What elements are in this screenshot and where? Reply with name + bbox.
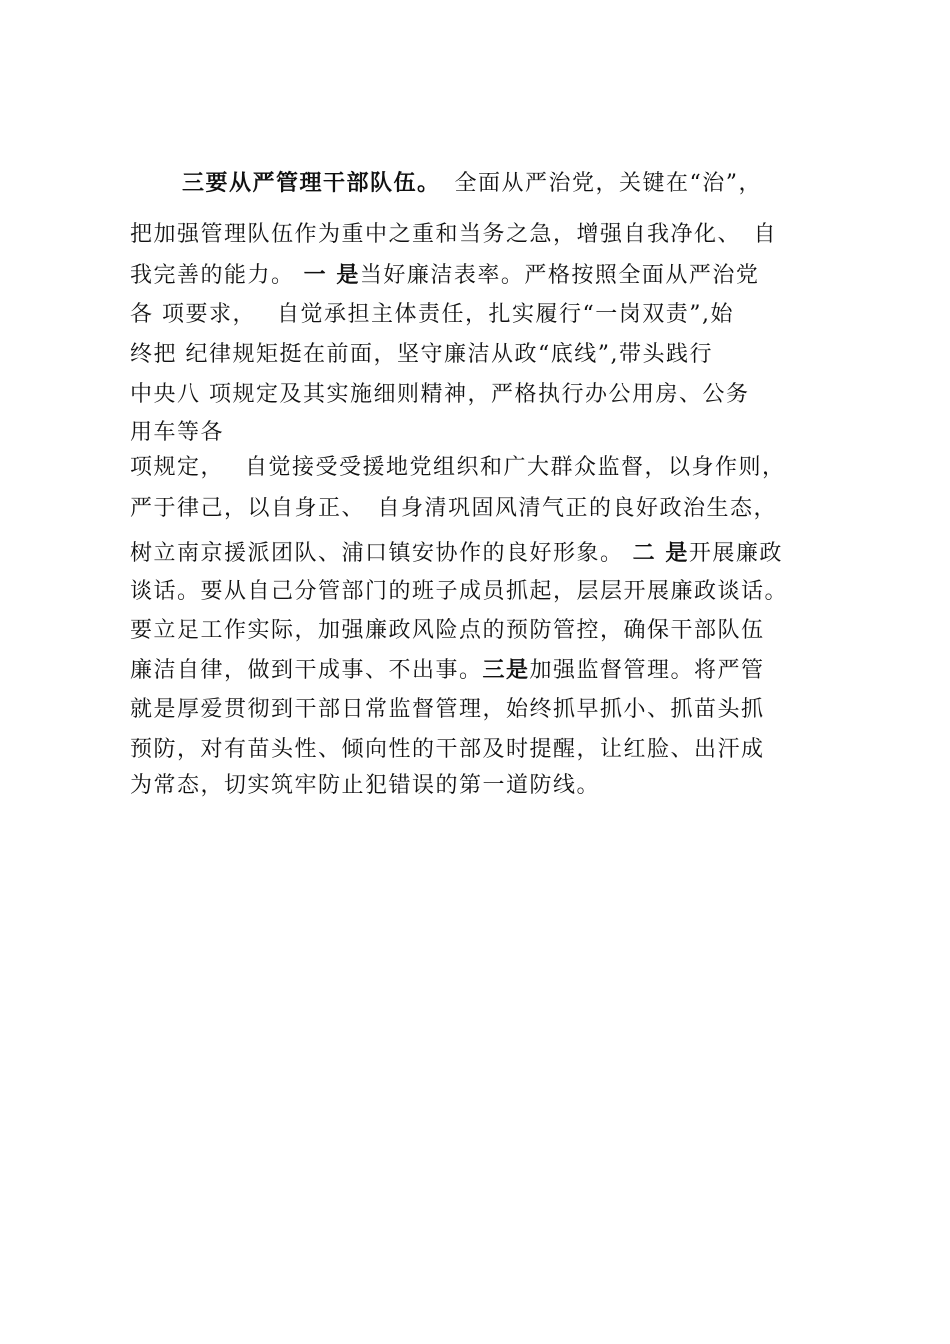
text-line-6 [130,380,750,410]
point-two-marker: 二 是 [623,540,689,566]
line-13-tail: 加强监督管理。将严管 [529,658,765,683]
text-line-5 [130,340,713,370]
line-5-text: 终把 纪律规矩挺在前面，坚守廉洁从政“底线”,带头践行 [130,342,713,367]
text-line-15 [130,735,765,765]
text-line-7 [130,418,224,448]
line-4-text: 各 项要求， 自觉承担主体责任，扎实履行“一岗双责”,始 [130,302,734,327]
line-11-text: 谈话。要从自己分管部门的班子成员抓起，层层开展廉政谈话。 [130,579,789,604]
line-15-text: 预防，对有苗头性、倾向性的干部及时提醒，让红脸、出汗成 [130,737,765,762]
text-line-12 [130,616,765,646]
text-line-8 [130,453,786,483]
line-16-text: 为常态，切实筑牢防止犯错误的第一道防线。 [130,773,601,798]
line-12-text: 要立足工作实际，加强廉政风险点的预防管控，确保干部队伍 [130,618,765,643]
line-8-text: 项规定， 自觉接受受援地党组织和广大群众监督，以身作则， [130,455,786,480]
line-3-tail: 当好廉洁表率。严格按照全面从严治党 [359,263,760,288]
line-13-text: 廉洁自律，做到干成事、不出事。 [130,658,483,683]
text-line-2 [130,220,777,250]
line-6-text: 中央八 项规定及其实施细则精神，严格执行办公用房、公务 [130,382,750,407]
text-line-9 [130,494,777,524]
line-1-tail: 全面从严治党，关键在“治”， [454,171,763,196]
text-line-11 [130,577,788,607]
text-line-16 [130,771,600,801]
line-3-text: 我完善的能力。 [130,263,295,288]
line-10-text: 树立南京援派团队、浦口镇安协作的良好形象。 [130,541,624,566]
text-line-4 [130,300,734,330]
line-2-text: 把加强管理队伍作为重中之重和当务之急，增强自我净化、 自 [130,222,778,247]
line-14-text: 就是厚爱贯彻到干部日常监督管理，始终抓早抓小、抓苗头抓 [130,697,765,722]
section-heading: 三要从严管理干部队伍。 [182,170,441,196]
line-7-text: 用车等各 [130,420,225,445]
line-10-tail: 开展廉政 [688,541,783,566]
point-three-marker: 三是 [482,657,530,683]
point-one-marker: 一 是 [294,262,360,288]
text-line-14 [130,695,765,725]
line-9-text: 严于律己，以自身正、 自身清巩固风清气正的良好政治生态， [130,496,778,521]
text-line-3 [130,260,759,290]
text-line-10 [130,538,783,568]
text-line-13 [130,655,765,685]
text-line-1 [182,168,762,198]
